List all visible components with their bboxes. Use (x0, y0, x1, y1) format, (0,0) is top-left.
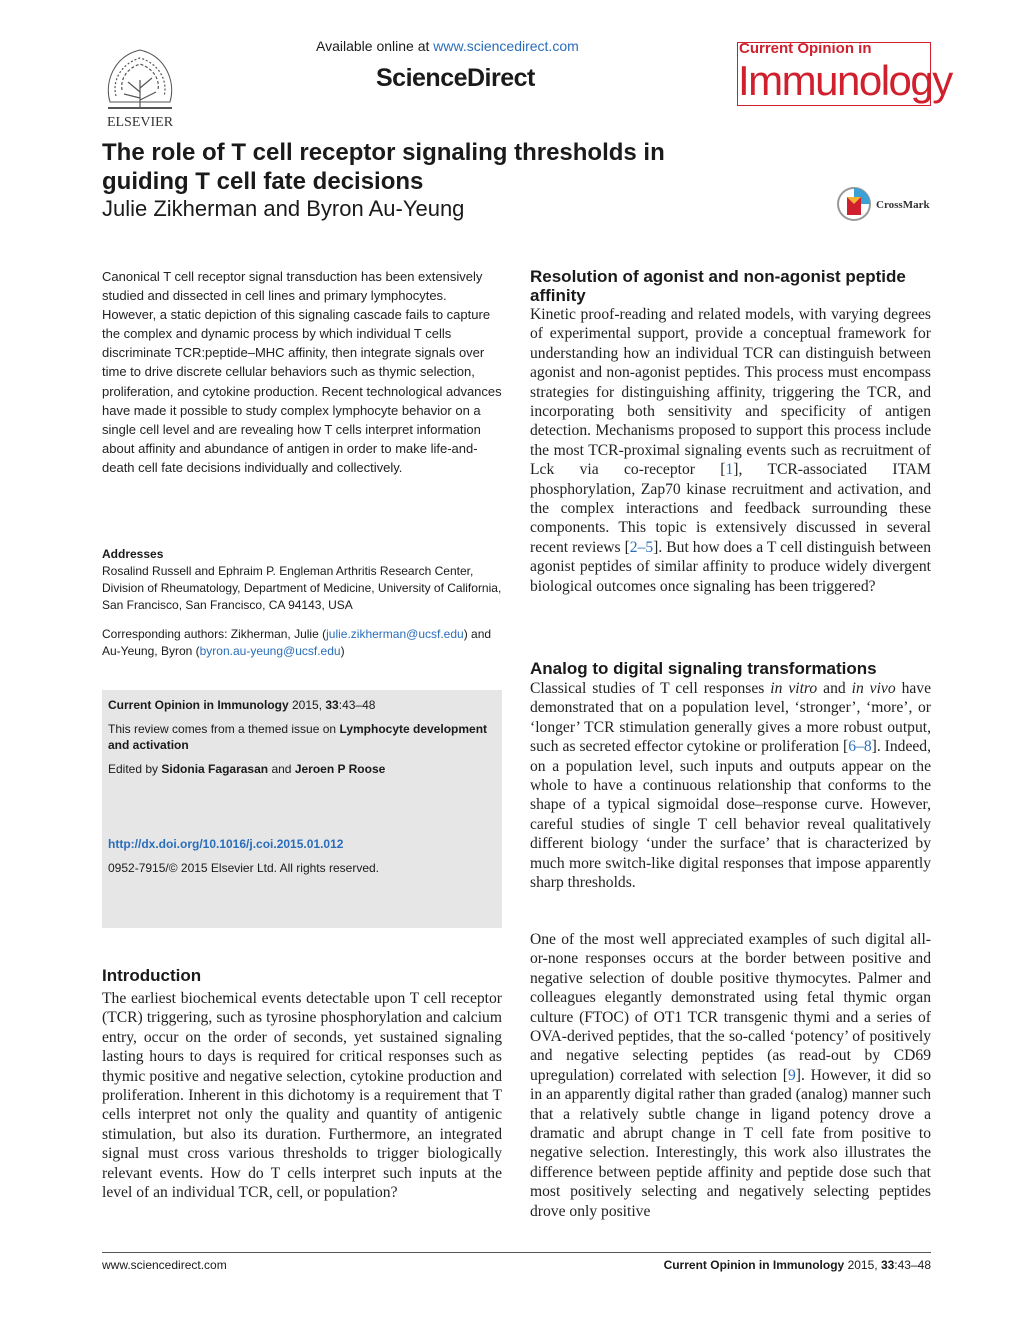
article-title: The role of T cell receptor signaling thresholds in guiding T cell fate decisions (102, 139, 665, 195)
analog-heading: Analog to digital signaling transformations (530, 659, 877, 678)
p2-text-2: ]. However, it did so in an apparently digital rather than graded (analog) manner such that a relatively subtle change in ligand potency drove a dramatic and abrupt change in T cell fate from positive to negative selection. Interestingly, this work also illustrates the difference between peptide affinity and peptide dose such that most positively selecting and negatively selecting peptides drove only positive (530, 1066, 931, 1220)
elsevier-logo (100, 42, 180, 130)
copyright: 0952-7915/© 2015 Elsevier Ltd. All rights reserved. (108, 861, 379, 875)
article-authors: Julie Zikherman and Byron Au-Yeung (102, 196, 465, 221)
themed-issue (108, 721, 496, 753)
corr-end: ) (340, 644, 345, 658)
themed-issue-name: Lymphocyte development and activation (108, 722, 488, 752)
corr-prefix: Corresponding authors: Zikherman, Julie ( (102, 627, 327, 641)
available-online (316, 38, 579, 54)
crossmark-badge[interactable] (836, 184, 936, 224)
ref-link-9[interactable]: 9 (787, 1066, 796, 1084)
journal-logo-top: Current Opinion in (739, 40, 872, 57)
available-prefix: Available online at (316, 38, 430, 54)
resolution-heading: Resolution of agonist and non-agonist peptide affinity (530, 267, 906, 305)
svg-text:ELSEVIER: ELSEVIER (106, 115, 174, 130)
footer-citation (664, 1258, 931, 1272)
ref-link-1[interactable]: 1 (725, 461, 734, 479)
analog-text (530, 679, 931, 892)
edited-prefix: Edited by (108, 762, 159, 776)
sciencedirect-link[interactable]: www.sciencedirect.com (433, 38, 579, 54)
resolution-text-1: Kinetic proof-reading and related models, with varying degrees of experimental support, provide a conceptual framework for understanding how an individual TCR can distinguish between agonist and non-agonist peptides. This process must encompass strategies for distinguishing affinity, triggering the TCR, and incorporating both sensitivity and specificity of antigen detection. Mechanisms proposed to support this process include the most TCR-proximal signaling events such as recruitment of Lck via co-receptor [ (530, 306, 931, 479)
footer-divider (102, 1252, 931, 1253)
editor-and: and (271, 762, 292, 776)
footer-journal: Current Opinion in Immunology (663, 1258, 845, 1272)
addresses-text: Rosalind Russell and Ephraim P. Engleman Arthritis Research Center, Division of Rheumatology, Department of Medicine, University of California, San Francisco, San Francisco, CA 94143, USA (102, 564, 502, 612)
resolution-text-3: ]. But how does a T cell distinguish between agonist peptides of similar affinity to produce widely divergent biological outcomes once signaling has been triggered? (530, 538, 931, 595)
sciencedirect-brand: ScienceDirect (376, 64, 535, 92)
analog-paragraph-2 (530, 930, 931, 1221)
edited-by (108, 761, 496, 777)
svg-text:CrossMark: CrossMark (876, 199, 930, 211)
email-link-au-yeung[interactable]: byron.au-yeung@ucsf.edu (199, 644, 341, 658)
analog-text-2: have demonstrated that on a population level, ‘stronger’, ‘more’, or ‘longer’ TCR stimulation generally gives a more robust output, such as secreted effector cytokine or proliferation [ (530, 680, 932, 756)
footer-year: 2015, (847, 1258, 878, 1272)
introduction-text: The earliest biochemical events detectable upon T cell receptor (TCR) triggering, such as tyrosine phosphorylation and calcium entry, occur on the order of seconds, yet sustained signaling lasting hours to days is required for critical responses such as thymic positive and negative selection, cytokine production and proliferation. Inherent in this dichotomy is a requirement that T cells interpret not only the quality and quantity of antigenic stimulation, but also its duration. Furthermore, an integrated signal must cross various thresholds to trigger biologically relevant events. How do T cells interpret such inputs at the level of an individual TCR, cell, or population? (102, 990, 502, 1202)
citation-journal: Current Opinion in Immunology (108, 698, 289, 712)
footer-pages: :43–48 (894, 1258, 931, 1272)
article-info-box (102, 690, 502, 928)
resolution-text (530, 305, 931, 596)
editor-2: Jeroen P Roose (294, 762, 386, 776)
footer-website: www.sciencedirect.com (102, 1258, 227, 1272)
analog-text-3: ]. Indeed, on a population level, such inputs and outputs appear on the whole to have a continuous relationship that conforms to the shape of a typical sigmoidal dose–response curve. However, careful studies of single T cell behavior reveal qualitatively different biology ‘under the surface’ that is characterized by much more switch-like digital responses that impose apparently sharp thresholds. (530, 738, 931, 892)
resolution-text-2: ], TCR-associated ITAM phosphorylation, Zap70 kinase recruitment and activation, and the complex interactions and feedback surrounding these components. This topic is extensively discussed in several recent reviews [ (530, 461, 931, 556)
analog-text-1: Classical studies of T cell responses (530, 680, 765, 697)
introduction-heading: Introduction (102, 966, 202, 985)
in-vitro: in vitro (770, 680, 818, 697)
themed-prefix: This review comes from a themed issue on (108, 722, 337, 736)
analog-and: and (823, 680, 846, 697)
corresponding-authors (102, 626, 502, 660)
p2-text-1: One of the most well appreciated examples of such digital all-or-none responses occurs at the border between positive and negative selection of double positive thymocytes. Palmer and colleagues elegantly demonstrated using fetal thymic organ culture (FTOC) of OT1 TCR transgenic thymi and a series of OVA-derived peptides, that the so-called ‘potency’ of positively and negative selecting peptides (as read-out by CD69 upregulation) correlated with selection [ (530, 931, 931, 1084)
journal-logo-main: Immunology (738, 57, 952, 104)
citation-year: 2015, (292, 698, 323, 712)
doi-link[interactable]: http://dx.doi.org/10.1016/j.coi.2015.01.012 (108, 837, 344, 851)
ref-link-2-5[interactable]: 2–5 (629, 538, 654, 556)
citation-line (108, 697, 496, 713)
footer-volume: 33 (880, 1258, 895, 1272)
abstract: Canonical T cell receptor signal transduction has been extensively studied and dissected in cell lines and primary lymphocytes. However, a static depiction of this signaling cascade fails to capture the complex and dynamic process by which individual T cells discriminate TCR:peptide–MHC affinity, then integrate signals over time to drive discrete cellular behaviors such as thymic selection, proliferation, and cytokine production. Recent technological advances have made it possible to study complex lymphocyte behavior on a single cell level and are revealing how T cells interpret information about affinity and abundance of antigen in order to make life-and-death cell fate decisions individually and collectively. (102, 269, 502, 475)
citation-volume: 33 (325, 698, 339, 712)
in-vivo: in vivo (851, 680, 896, 697)
addresses-heading: Addresses (102, 547, 164, 561)
citation-pages: :43–48 (338, 698, 376, 712)
ref-link-6-8[interactable]: 6–8 (848, 738, 872, 756)
editor-1: Sidonia Fagarasan (161, 762, 269, 776)
corr-mid: ) and Au-Yeung, Byron ( (102, 627, 492, 658)
email-link-zikherman[interactable]: julie.zikherman@ucsf.edu (326, 627, 464, 641)
